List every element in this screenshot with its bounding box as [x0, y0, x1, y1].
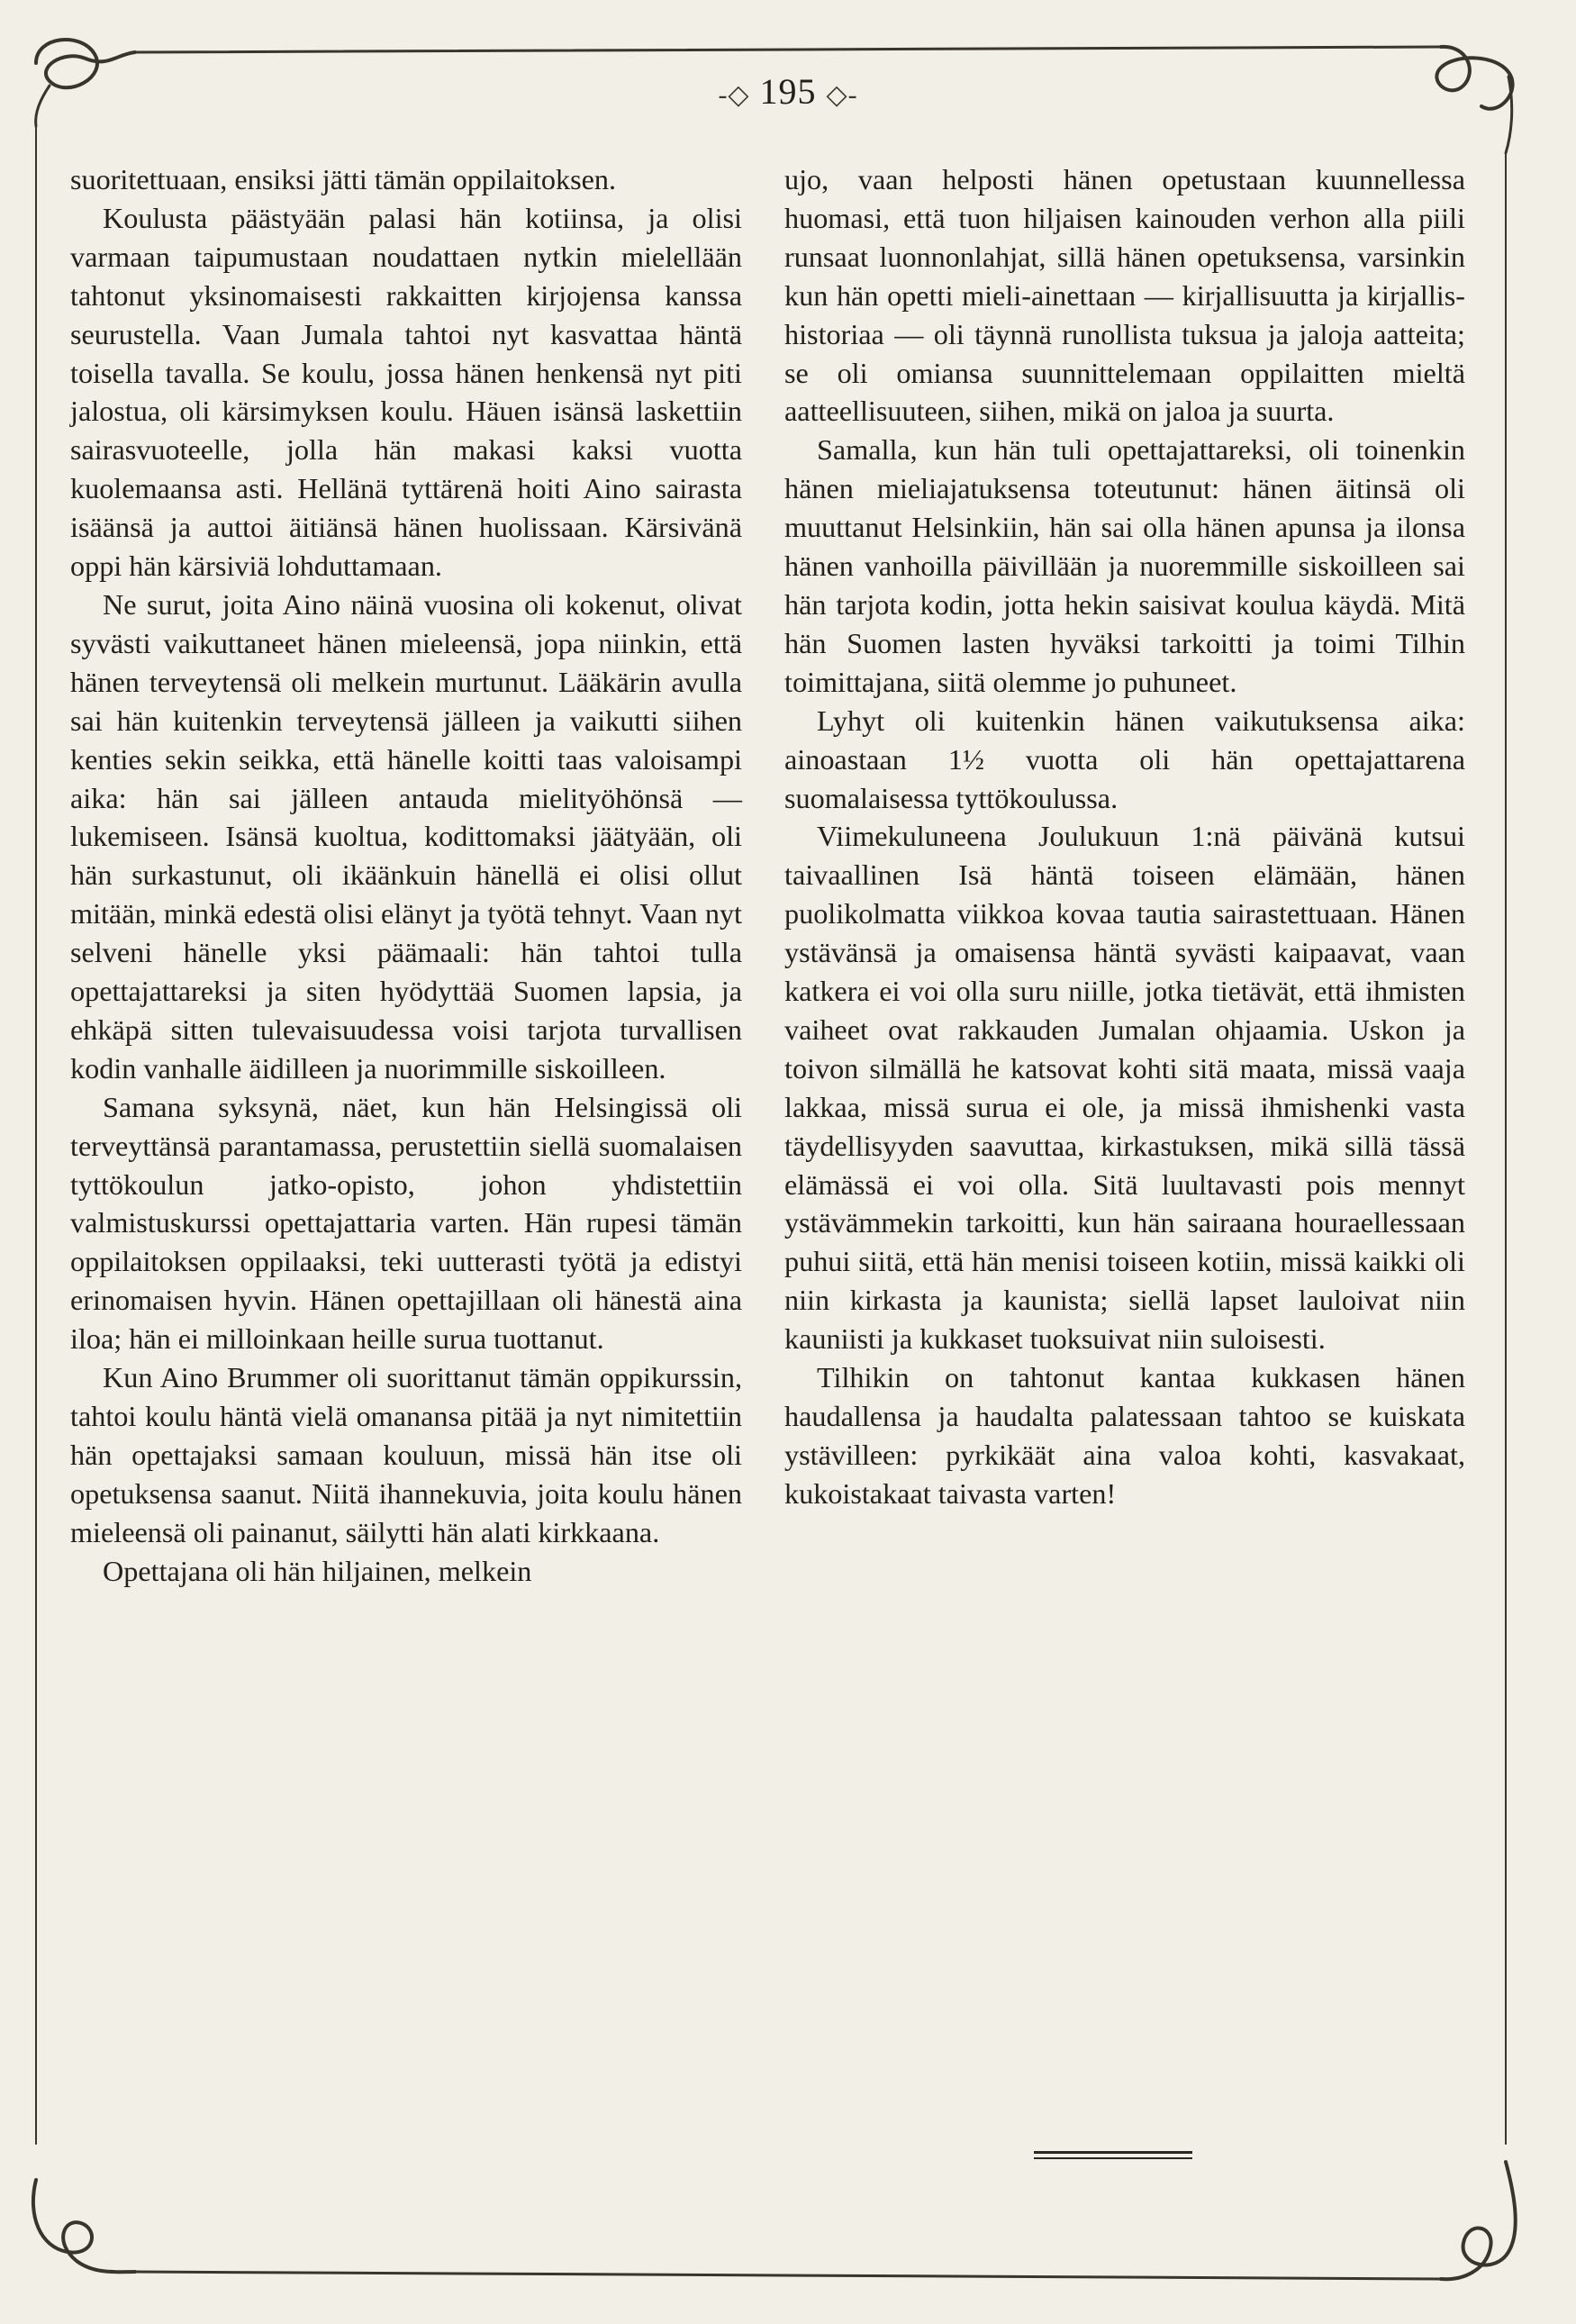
right-column [784, 160, 1465, 1513]
flourish-bottom-left [33, 2180, 135, 2272]
paragraph: Viimekuluneena Joulukuun 1:nä päivänä kutsui taivaallinen Isä häntä toiseen elämään, hänen puolikolmatta viikkoa kovaa tautia sairastettuaan. Hänen ystävänsä ja omaisensa häntä syvästi kaipaavat, vaan katkera ei voi olla suru niille, jotka tietävät, että ihmisten vaiheet ovat rakkauden Jumalan ohjaamia. Uskon ja toivon silmällä he katsovat kohti sitä maata, missä vaaja lakkaa, missä surua ei ole, ja missä ihmishenki vasta täydellisyyden saavuttaa, kirkastuksen, mikä sillä tässä elämässä ei voi olla. Sitä luultavasti pois mennyt ystävämmekin tarkoitti, kun hän sairaana houraellessaan puhui siitä, että hän menisi toiseen kotiin, missä kaikki oli niin kirkasta ja kaunista; siellä lapset lauloivat niin kauniisti ja kukkaset tuoksuivat niin suloisesti. [784, 820, 1465, 1356]
header-ornament-right: ◇- [826, 80, 858, 110]
paragraph: Koulusta päästyään palasi hän kotiinsa, ja olisi varmaan taipumustaan noudattaen nytkin mielellään tahtonut yksinomaisesti rakkaitten kirjojensa kanssa seurustella. Vaan Jumala tahtoi nyt kasvattaa häntä toisella tavalla. Se koulu, jossa hänen henkensä nyt piti jalostua, oli kärsimyksen koulu. Häuen isänsä laskettiin sairasvuoteelle, jolla hän makasi kaksi vuotta kuolemaansa asti. Hellänä tyttärenä hoiti Aino sairasta isäänsä ja auttoi äitiänsä hänen huolissaan. Kärsivänä oppi hän kärsiviä lohduttamaan. [70, 201, 742, 583]
paragraph: Opettajana oli hän hiljainen, melkein [103, 1554, 532, 1587]
paragraph: Tilhikin on tahtonut kantaa kukkasen hänen haudallensa ja haudalta palatessaan tahtoo se kuiskata ystävilleen: pyrkikäät aina valoa kohti, kasvakaat, kukoistakaat taivasta varten! [784, 1361, 1465, 1510]
frame-top-rule [135, 47, 1441, 52]
paragraph: Samana syksynä, näet, kun hän Helsingissä oli terveyttänsä parantamassa, perustettiin siellä suomalaisen tyttökoulun jatko-opisto, johon yhdistettiin valmistuskurssi opettajattaria varten. Hän rupesi tämän oppilaitoksen oppilaaksi, teki uutterasti työtä ja edistyi erinomaisen hyvin. Hänen opettajillaan oli hänestä aina iloa; hän ei milloinkaan heille surua tuottanut. [70, 1090, 742, 1356]
paragraph: ujo, vaan helposti hänen opetustaan kuunnellessa huomasi, että tuon hiljaisen kainouden verhon alla piili runsaat luonnonlahjat, sillä hänen opetuksensa, varsinkin kun hän opetti mieli-ainettaan — kirjallisuutta ja kirjallis-historiaa — oli täynnä runollista tuksua ja jaloja aatteita; se oli omiansa suunnittelemaan oppilaitten mieltä aatteellisuuteen, siihen, mikä on jaloa ja suurta. [784, 163, 1465, 428]
left-column [70, 160, 742, 1591]
paragraph: Ne surut, joita Aino näinä vuosina oli kokenut, olivat syvästi vaikuttaneet hänen mieleensä, jopa niinkin, että hänen terveytensä oli melkein murtunut. Lääkärin avulla sai hän kuitenkin terveytensä jälleen ja vaikutti siihen kenties sekin seikka, että hänelle koitti taas valoisampi aika: hän sai jälleen antauda mielityöhönsä — lukemiseen. Isänsä kuoltua, kodittomaksi jäätyään, oli hän surkastunut, oli ikäänkuin hänellä ei olisi ollut mitään, minkä edestä olisi elänyt ja työtä tehnyt. Vaan nyt selveni hänelle yksi päämaali: hän tahtoi tulla opettajattareksi ja siten hyödyttää Suomen lapsia, ja ehkäpä sitten tulevaisuudessa voisi tarjota turvallisen kodin vanhalle äidilleen ja nuorimmille siskoilleen. [70, 587, 742, 1085]
page-header [0, 70, 1576, 113]
paragraph: suoritettuaan, ensiksi jätti tämän oppilaitoksen. [70, 163, 617, 195]
flourish-bottom-right [1441, 2162, 1516, 2279]
paragraph: Samalla, kun hän tuli opettajattareksi, oli toinenkin hänen mieliajatuksensa toteutunut: hänen äitinsä oli muuttanut Helsinkiin, hän sai olla hänen apunsa ja ilonsa hänen vanhoilla päivillään ja nuoremmille siskoilleen sai hän tarjota kodin, jotta hekin saisivat koulua käydä. Mitä hän Suomen lasten hyväksi tarkoitti ja toimi Tilhin toimittajana, siitä olemme jo puhuneet. [784, 433, 1465, 698]
header-ornament-left: -◇ [718, 80, 750, 110]
paragraph: Kun Aino Brummer oli suorittanut tämän oppikurssin, tahtoi koulu häntä vielä omanansa pitää ja nyt nimitettiin hän opettajaksi samaan kouluun, missä hän itse oli opetuksensa saanut. Niitä ihannekuvia, joita koulu hänen mieleensä oli painanut, säilytti hän alati kirkkaana. [70, 1361, 742, 1548]
frame-bottom-rule [135, 2272, 1441, 2279]
paragraph: Lyhyt oli kuitenkin hänen vaikutuksensa aika: ainoastaan 1½ vuotta oli hän opettajattarena suomalaisessa tyttökoulussa. [784, 704, 1465, 814]
end-rule [1034, 2151, 1192, 2159]
page-number: 195 [759, 71, 817, 112]
